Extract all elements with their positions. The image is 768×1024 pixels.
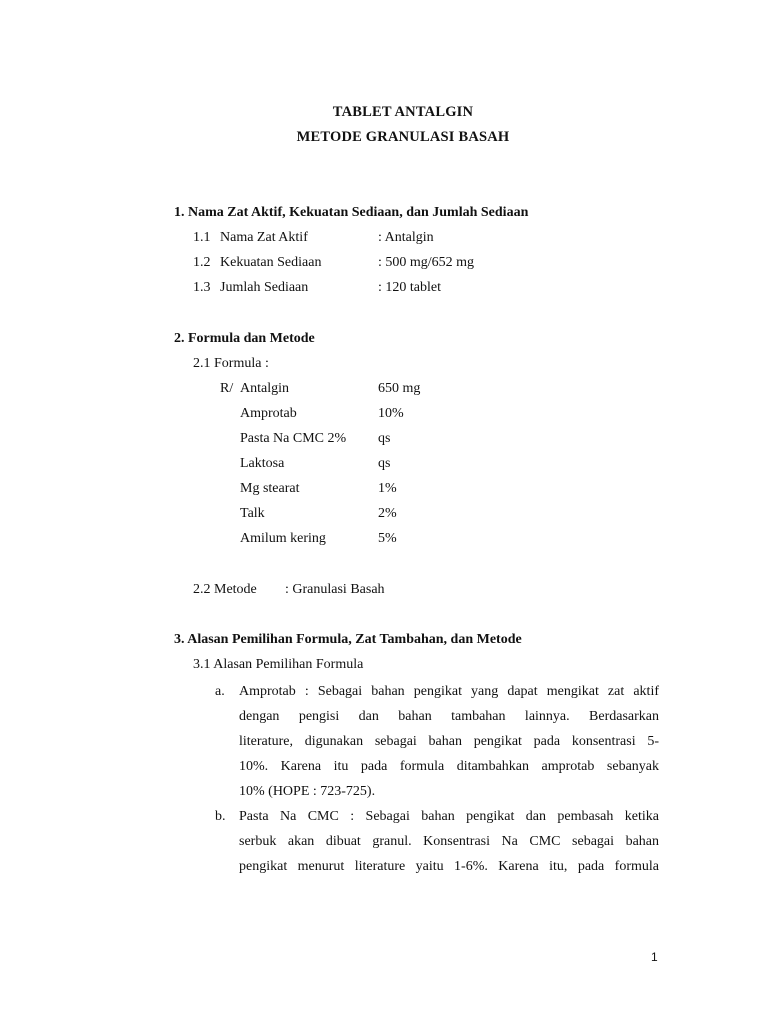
row-label: Nama Zat Aktif	[220, 230, 308, 245]
method-label: 2.2 Metode	[193, 582, 257, 597]
paragraph-line: Pasta Na CMC : Sebagai bahan pengikat dan pembasah ketika	[239, 809, 659, 824]
subsection-heading: 3.1 Alasan Pemilihan Formula	[193, 657, 364, 672]
paragraph-line: dengan pengisi dan bahan tambahan lainnya. Berdasarkan	[239, 709, 659, 724]
ingredient-amount: 2%	[378, 506, 397, 521]
document-subtitle: METODE GRANULASI BASAH	[296, 129, 510, 145]
row-label: Kekuatan Sediaan	[220, 255, 322, 270]
row-number: 1.3	[193, 280, 211, 295]
ingredient-amount: 10%	[378, 406, 404, 421]
ingredient-name: Pasta Na CMC 2%	[240, 431, 347, 446]
recipe-prefix: R/	[220, 381, 234, 396]
row-number: 1.1	[193, 230, 211, 245]
formula-label: 2.1 Formula :	[193, 356, 269, 371]
ingredient-name: Talk	[240, 506, 265, 521]
row-value: : 120 tablet	[378, 280, 441, 295]
row-label: Jumlah Sediaan	[220, 280, 309, 295]
ingredient-name: Antalgin	[240, 381, 289, 396]
paragraph-line: 10% (HOPE : 723-725).	[239, 784, 376, 799]
ingredient-name: Amprotab	[240, 406, 297, 421]
document-title: TABLET ANTALGIN	[332, 104, 474, 120]
paragraph-line: 10%. Karena itu pada formula ditambahkan amprotab sebanyak	[239, 759, 659, 774]
ingredient-amount: 650 mg	[378, 381, 421, 396]
row-value: : 500 mg/652 mg	[378, 255, 475, 270]
section-2-heading: 2. Formula dan Metode	[174, 331, 315, 346]
method-value: : Granulasi Basah	[285, 582, 385, 597]
list-item-a	[239, 679, 659, 804]
paragraph-line: Amprotab : Sebagai bahan pengikat yang dapat mengikat zat aktif	[239, 684, 659, 699]
ingredient-name: Mg stearat	[240, 481, 300, 496]
list-marker: b.	[215, 809, 226, 824]
ingredient-name: Laktosa	[240, 456, 285, 471]
ingredient-amount: qs	[378, 431, 391, 446]
ingredient-amount: 5%	[378, 531, 397, 546]
paragraph-line: pengikat menurut literature yaitu 1-6%. Karena itu, pada formula	[239, 859, 659, 874]
ingredient-amount: 1%	[378, 481, 397, 496]
row-number: 1.2	[193, 255, 211, 270]
list-marker: a.	[215, 684, 225, 699]
page-number: 1	[651, 950, 658, 964]
section-3-heading: 3. Alasan Pemilihan Formula, Zat Tambahan, dan Metode	[174, 632, 522, 647]
list-item-b	[239, 804, 659, 879]
paragraph-line: serbuk akan dibuat granul. Konsentrasi Na CMC sebagai bahan	[239, 834, 659, 849]
row-value: : Antalgin	[378, 230, 434, 245]
paragraph-line: literature, digunakan sebagai bahan pengikat pada konsentrasi 5-	[239, 734, 659, 749]
section-1-heading: 1. Nama Zat Aktif, Kekuatan Sediaan, dan Jumlah Sediaan	[174, 205, 529, 220]
ingredient-amount: qs	[378, 456, 391, 471]
ingredient-name: Amilum kering	[240, 531, 326, 546]
